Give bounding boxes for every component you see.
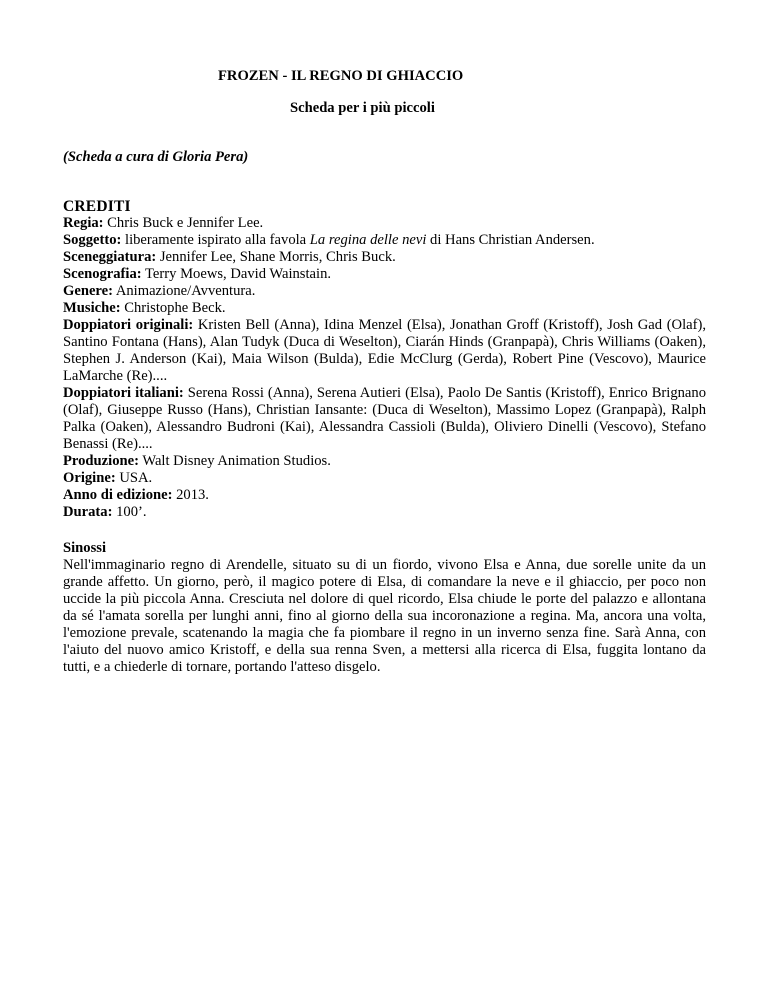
credit-label: Sceneggiatura: bbox=[63, 249, 157, 265]
credit-anno bbox=[63, 487, 706, 504]
credit-value: Animazione/Avventura. bbox=[112, 283, 256, 299]
credit-value: liberamente ispirato alla favola bbox=[121, 232, 310, 248]
curator-note: (Scheda a cura di Gloria Pera) bbox=[63, 149, 249, 165]
credit-value: Terry Moews, David Wainstain. bbox=[141, 266, 332, 282]
credit-label: Doppiatori originali: bbox=[63, 317, 194, 333]
synopsis-text: Nell'immaginario regno di Arendelle, situato su di un fiordo, vivono Elsa e Anna, due sorelle unite da un grande affetto. Un giorno, però, il magico potere di Elsa, di comandare la neve e il ghiaccio, per poco non uccide la più piccola Anna. Cresciuta nel dolore di quel ricordo, Elsa chiude le porte del palazzo e allontana da sé l'amata sorella per lunghi anni, fino al giorno della sua incoronazione a regina. Ma, ancora una volta, l'emozione prevale, scatenando la magia che fa piombare il regno in un inverno senza fine. Sarà Anna, con l'aiuto del nuovo amico Kristoff, e della sua renna Sven, a mettersi alla ricerca di Elsa, fuggita lontano da tutti, e a chiederle di tornare, portando l'atteso disgelo. bbox=[63, 557, 706, 675]
credit-label: Regia: bbox=[63, 215, 104, 231]
credit-durata bbox=[63, 504, 706, 521]
synopsis-section bbox=[63, 540, 706, 676]
credit-value-italic: La regina delle nevi bbox=[309, 232, 427, 248]
credit-value: 2013. bbox=[172, 487, 209, 503]
credit-label: Origine: bbox=[63, 470, 116, 486]
credit-produzione bbox=[63, 453, 706, 470]
credit-soggetto bbox=[63, 232, 706, 249]
credit-label: Doppiatori italiani: bbox=[63, 385, 184, 401]
credit-regia bbox=[63, 215, 706, 232]
credit-value: di Hans Christian Andersen. bbox=[426, 232, 595, 248]
credit-value: 100’. bbox=[112, 504, 147, 520]
credits-section bbox=[63, 198, 706, 521]
credit-value: USA. bbox=[115, 470, 153, 486]
credit-label: Genere: bbox=[63, 283, 113, 299]
credit-label: Anno di edizione: bbox=[63, 487, 173, 503]
credit-scenografia bbox=[63, 266, 706, 283]
credit-label: Durata: bbox=[63, 504, 113, 520]
credit-label: Produzione: bbox=[63, 453, 139, 469]
document-subtitle: Scheda per i più piccoli bbox=[290, 100, 435, 116]
credit-doppiatori-italiani bbox=[63, 385, 706, 453]
credit-label: Musiche: bbox=[63, 300, 121, 316]
credit-value: Walt Disney Animation Studios. bbox=[138, 453, 331, 469]
synopsis-heading: Sinossi bbox=[63, 540, 106, 556]
credit-sceneggiatura bbox=[63, 249, 706, 266]
credit-value: Christophe Beck. bbox=[120, 300, 226, 316]
credit-doppiatori-originali bbox=[63, 317, 706, 385]
credit-label: Scenografia: bbox=[63, 266, 142, 282]
credit-value: Serena Rossi (Anna), Serena Autieri (Elsa), Paolo De Santis (Kristoff), Enrico Brignano (Olaf), Giuseppe Russo (Hans), Christian Iansante: (Duca di Weselton), Massimo Lopez (Granpapà), Ralph Palka (Oaken), Alessandro Budroni (Kai), Alessandra Cassioli (Bulda), Oliviero Dinelli (Vescovo), Stefano Benassi (Re).... bbox=[63, 385, 707, 452]
credit-musiche bbox=[63, 300, 706, 317]
credit-value: Kristen Bell (Anna), Idina Menzel (Elsa), Jonathan Groff (Kristoff), Josh Gad (Olaf), Santino Fontana (Hans), Alan Tudyk (Duca di Weselton), Ciarán Hinds (Granpapà), Chris Williams (Oaken), Stephen J. Anderson (Kai), Maia Wilson (Bulda), Edie McClurg (Gerda), Robert Pine (Vescovo), Maurice LaMarche (Re).... bbox=[63, 317, 706, 384]
credit-value: Jennifer Lee, Shane Morris, Chris Buck. bbox=[156, 249, 396, 265]
document-title: FROZEN - IL REGNO DI GHIACCIO bbox=[218, 68, 464, 84]
credit-origine bbox=[63, 470, 706, 487]
credits-heading: CREDITI bbox=[63, 198, 131, 215]
credit-value: Chris Buck e Jennifer Lee. bbox=[103, 215, 264, 231]
credit-genere bbox=[63, 283, 706, 300]
credit-label: Soggetto: bbox=[63, 232, 122, 248]
